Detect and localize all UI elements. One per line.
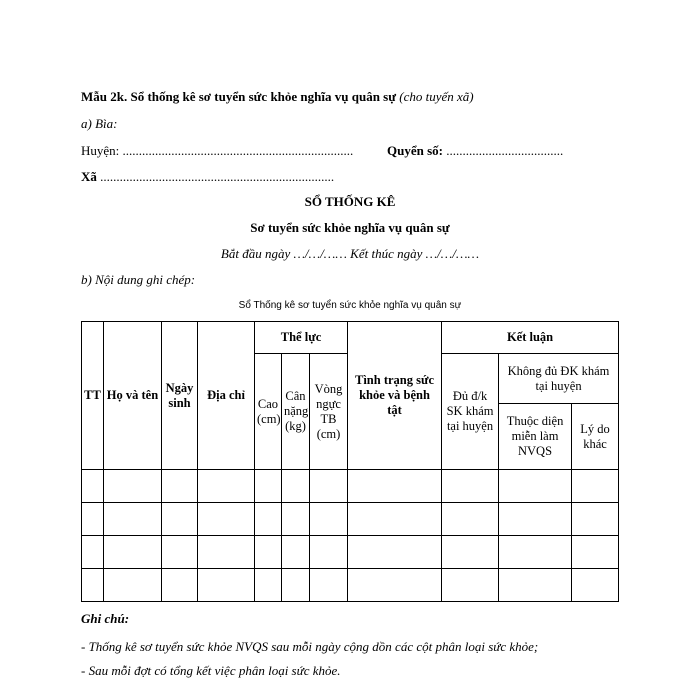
header-exempt: Thuộc diện miễn làm NVQS bbox=[499, 404, 572, 470]
district-dots: ....................................................................... bbox=[122, 143, 354, 158]
book-number-label: Quyển số: bbox=[387, 143, 443, 158]
notes-heading: Ghi chú: bbox=[81, 611, 130, 626]
district-label: Huyện: bbox=[81, 143, 120, 158]
header-address: Địa chỉ bbox=[198, 322, 255, 470]
header-height: Cao (cm) bbox=[255, 354, 282, 470]
header-not-eligible-group: Không đủ ĐK khám tại huyện bbox=[499, 354, 619, 404]
district-line bbox=[81, 143, 353, 159]
table-row bbox=[82, 569, 619, 602]
header-name: Họ và tên bbox=[104, 322, 162, 470]
book-number-line bbox=[387, 143, 563, 159]
header-dob: Ngày sinh bbox=[162, 322, 198, 470]
header-health-status: Tình trạng sức khỏe và bệnh tật bbox=[348, 322, 442, 470]
content-section-label: b) Nội dung ghi chép: bbox=[81, 272, 196, 287]
statistics-table bbox=[81, 321, 619, 602]
header-eligible: Đủ đ/k SK khám tại huyện bbox=[442, 354, 499, 470]
commune-label: Xã bbox=[81, 169, 97, 184]
table-row bbox=[82, 536, 619, 569]
book-number-dots: .................................... bbox=[446, 143, 564, 158]
form-title bbox=[81, 89, 474, 105]
note-item-1: - Thống kê sơ tuyển sức khỏe NVQS sau mỗi ngày cộng dồn các cột phân loại sức khỏe; bbox=[81, 639, 539, 654]
commune-dots: ........................................................................ bbox=[100, 169, 335, 184]
cover-dates: Bắt đầu ngày …/…/…… Kết thúc ngày …/…/…… bbox=[220, 246, 480, 261]
form-title-main: Mẫu 2k. Sổ thống kê sơ tuyển sức khỏe nghĩa vụ quân sự bbox=[81, 89, 397, 104]
cover-subheading: Sơ tuyển sức khỏe nghĩa vụ quân sự bbox=[250, 220, 450, 235]
form-title-scope: (cho tuyến xã) bbox=[399, 89, 474, 104]
cover-heading: SỔ THỐNG KÊ bbox=[304, 194, 396, 209]
header-physical-group: Thể lực bbox=[255, 322, 348, 354]
table-caption: Sổ Thống kê sơ tuyển sức khỏe nghĩa vụ quân sự bbox=[238, 300, 462, 311]
header-chest: Vòng ngực TB (cm) bbox=[310, 354, 348, 470]
note-item-2: - Sau mỗi đợt có tổng kết việc phân loại sức khỏe. bbox=[81, 663, 341, 678]
header-conclusion-group: Kết luận bbox=[442, 322, 619, 354]
table-row bbox=[82, 470, 619, 503]
table-row bbox=[82, 503, 619, 536]
cover-section-label: a) Bìa: bbox=[81, 116, 118, 131]
commune-line bbox=[81, 169, 334, 185]
header-other-reason: Lý do khác bbox=[572, 404, 619, 470]
header-tt: TT bbox=[82, 322, 104, 470]
header-weight: Cân nặng (kg) bbox=[282, 354, 310, 470]
